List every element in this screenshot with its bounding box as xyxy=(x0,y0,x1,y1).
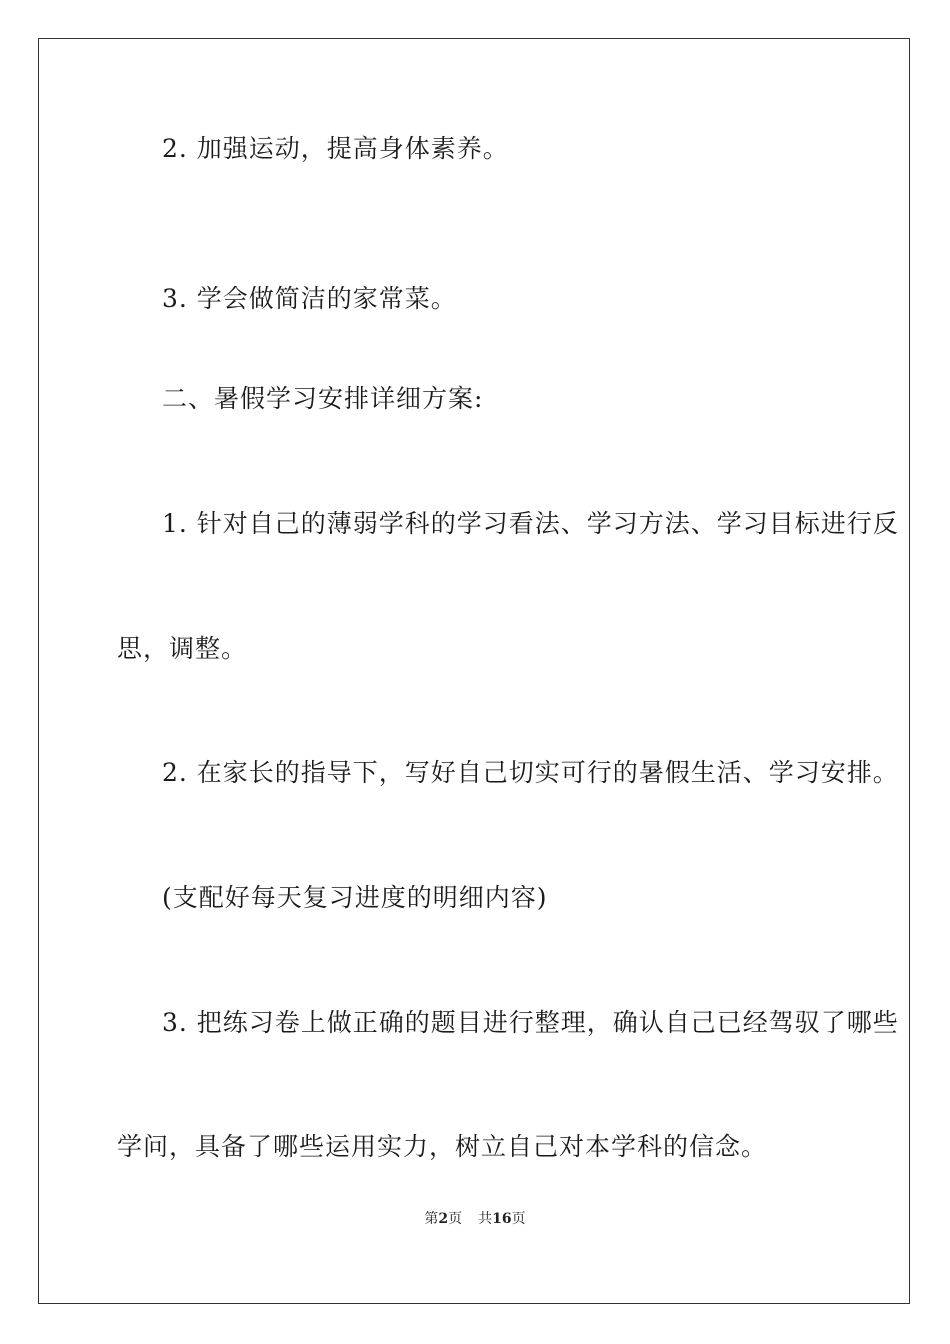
page-frame xyxy=(38,38,910,1304)
total-prefix: 共 xyxy=(478,1211,493,1227)
current-page-number: 2 xyxy=(438,1211,449,1227)
paragraph-line: 学问，具备了哪些运用实力，树立自己对本学科的信念。 xyxy=(117,1132,768,1161)
paragraph-line: (支配好每天复习进度的明细内容) xyxy=(162,883,548,912)
paragraph-line: 2. 加强运动，提高身体素养。 xyxy=(162,134,509,163)
paragraph-line: 3. 把练习卷上做正确的题目进行整理，确认自己已经驾驭了哪些 xyxy=(162,1008,899,1037)
total-suffix: 页 xyxy=(511,1211,526,1227)
paragraph-line: 思，调整。 xyxy=(117,634,248,663)
paragraph-line: 2. 在家长的指导下，写好自己切实可行的暑假生活、学习安排。 xyxy=(162,758,899,787)
page-suffix: 页 xyxy=(448,1211,463,1227)
section-heading: 二、暑假学习安排详细方案: xyxy=(162,384,484,413)
paragraph-line: 1. 针对自己的薄弱学科的学习看法、学习方法、学习目标进行反 xyxy=(162,509,899,538)
paragraph-line: 3. 学会做简洁的家常菜。 xyxy=(162,284,457,313)
page-footer xyxy=(0,1210,950,1228)
total-page-count: 16 xyxy=(492,1211,512,1227)
page-prefix: 第 xyxy=(424,1211,439,1227)
